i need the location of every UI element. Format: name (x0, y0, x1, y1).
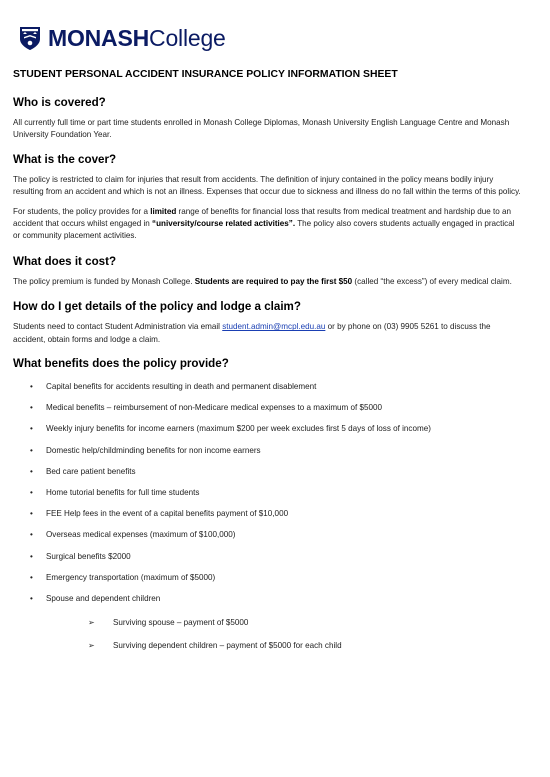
benefit-list-item (13, 466, 523, 478)
benefit-list-item (13, 381, 523, 393)
cover-text-limited: limited (150, 206, 177, 216)
bullet-icon: • (30, 424, 33, 434)
monash-crest-icon (18, 25, 42, 52)
benefit-text: Medical benefits – reimbursement of non-Medicare medical expenses to a maximum of $5000 (46, 403, 383, 413)
monash-college-logo (18, 24, 226, 52)
benefit-text: Surgical benefits $2000 (46, 551, 131, 561)
benefit-list-item (13, 402, 523, 414)
bullet-icon: • (30, 530, 33, 540)
benefit-text: Emergency transportation (maximum of $5000) (46, 572, 216, 582)
benefit-text: Weekly injury benefits for income earners (maximum $200 per week excludes first 5 days of loss of income) (46, 424, 431, 434)
document-title: STUDENT PERSONAL ACCIDENT INSURANCE POLICY INFORMATION SHEET (13, 69, 398, 80)
benefit-list-item (13, 487, 523, 499)
benefit-list-item (13, 529, 523, 541)
bullet-icon: • (30, 594, 33, 604)
claim-text-a: Students need to contact Student Administration via email (13, 322, 223, 332)
brand-wordmark (48, 24, 226, 52)
benefit-text: Spouse and dependent children (46, 594, 161, 604)
paragraph-cover-2 (13, 206, 523, 243)
bullet-icon: • (30, 403, 33, 413)
benefit-list-item (13, 572, 523, 584)
benefit-list-item (13, 508, 523, 520)
heading-benefits: What benefits does the policy provide? (13, 357, 229, 371)
arrow-bullet-icon: ➢ (88, 640, 95, 650)
paragraph-claim (13, 321, 523, 346)
benefits-list (13, 381, 523, 605)
benefit-text: Overseas medical expenses (maximum of $100,000) (46, 530, 236, 540)
heading-claim: How do I get details of the policy and lodge a claim? (13, 300, 301, 314)
benefit-text: Domestic help/childminding benefits for non income earners (46, 445, 261, 455)
heading-who-covered: Who is covered? (13, 96, 106, 109)
bullet-icon: • (30, 509, 33, 519)
bullet-icon: • (30, 572, 33, 582)
brand-name-light: College (149, 25, 226, 51)
bullet-icon: • (30, 551, 33, 561)
student-admin-email-link[interactable]: student.admin@mcpl.edu.au (222, 322, 326, 332)
cost-text-c: (called “the excess”) of every medical claim. (352, 276, 512, 286)
paragraph-cost (13, 276, 523, 288)
benefit-list-item (13, 423, 523, 435)
heading-cost: What does it cost? (13, 254, 117, 268)
paragraph-who-covered: All currently full time or part time students enrolled in Monash College Diplomas, Monash University English Language Centre and Monash University Foundation Year. (13, 118, 510, 140)
benefit-text: FEE Help fees in the event of a capital benefits payment of $10,000 (46, 509, 289, 519)
benefit-list-item (13, 551, 523, 563)
benefit-text: Bed care patient benefits (46, 466, 136, 476)
bullet-icon: • (30, 445, 33, 455)
benefit-text: Capital benefits for accidents resulting in death and permanent disablement (46, 382, 317, 392)
benefit-text: Home tutorial benefits for full time students (46, 488, 200, 498)
claim-text-b: or by phone on (03) 9905 5261 to discuss the accident, obtain forms and lodge a claim. (13, 322, 491, 344)
cover-text-e: The policy also covers students actually engaged in practical or community placement activities. (13, 219, 515, 241)
document-body (13, 68, 523, 652)
dependents-sublist (13, 617, 523, 653)
dependent-text: Surviving spouse – payment of $5000 (113, 617, 249, 627)
cover-text-activities: “university/course related activities”. (152, 219, 296, 229)
dependent-text: Surviving dependent children – payment of $5000 for each child (113, 640, 342, 650)
arrow-bullet-icon: ➢ (88, 617, 95, 627)
cost-text-a: The policy premium is funded by Monash College. (13, 276, 195, 286)
bullet-icon: • (30, 466, 33, 476)
bullet-icon: • (30, 382, 33, 392)
benefit-list-item (13, 593, 523, 605)
paragraph-cover-1: The policy is restricted to claim for injuries that result from accidents. The definition of injury contained in the policy means bodily injury resulting from an accident and which is not an illness. Expenses that occur due to sickness and illness do no fall within the terms of this policy. (13, 174, 521, 197)
cost-text-excess: Students are required to pay the first $50 (194, 276, 353, 286)
cover-text-a: For students, the policy provides for a (13, 206, 151, 216)
brand-name-bold: MONASH (48, 25, 150, 51)
benefit-list-item (13, 445, 523, 457)
dependent-sublist-item (13, 640, 523, 652)
dependent-sublist-item (13, 617, 523, 629)
heading-what-cover: What is the cover? (13, 152, 117, 166)
cover-text-c: range of benefits for financial loss that results from medical treatment and hardship due to an accident that occurs whilst engaged in (13, 206, 512, 229)
bullet-icon: • (30, 488, 33, 498)
